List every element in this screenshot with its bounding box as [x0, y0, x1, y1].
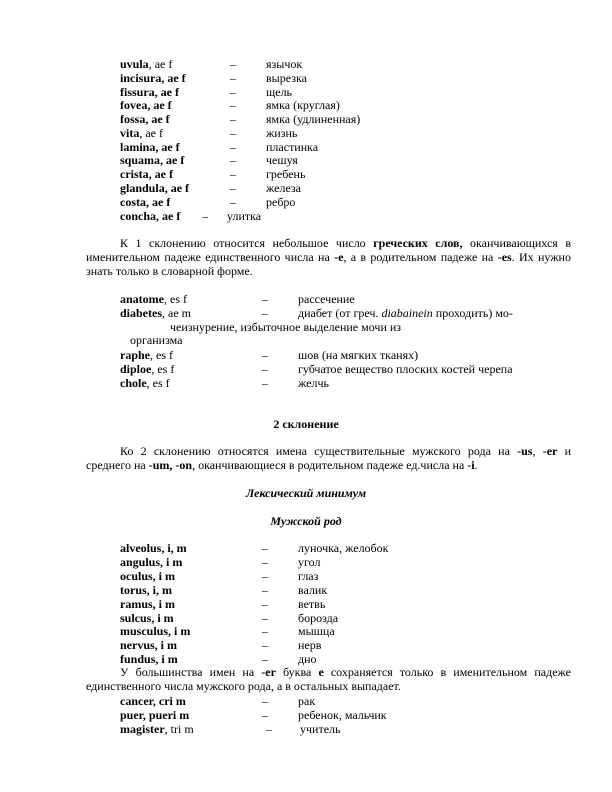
dash: –: [230, 167, 236, 181]
translation: щель: [266, 85, 293, 99]
dash: –: [262, 611, 268, 625]
er-nouns-paragraph: У большинства имен на -er буква e сохраняется только в именительном падеже единственного числа мужского рода, а в остальных выпадает.: [86, 665, 572, 693]
dash: –: [230, 112, 236, 126]
translation: шов (на мягких тканях): [298, 348, 419, 362]
dash: –: [262, 348, 268, 362]
latin-term: diabetes, ae m: [120, 306, 191, 320]
latin-term: costa, ae f: [120, 195, 171, 209]
translation: луночка, желобок: [298, 541, 389, 555]
dash: –: [262, 569, 268, 583]
dash: –: [262, 694, 268, 708]
translation: губчатое вещество плоских костей черепа: [298, 362, 513, 376]
latin-term: torus, i, m: [120, 583, 172, 597]
latin-term: sulcus, i m: [120, 611, 174, 625]
dash: –: [230, 85, 236, 99]
latin-term: crista, ae f: [120, 167, 173, 181]
dash: –: [230, 98, 236, 112]
dash: –: [262, 638, 268, 652]
translation: валик: [298, 583, 328, 597]
translation-continuation: чеизнурение, избыточное выделение мочи из: [170, 320, 402, 334]
translation: ребро: [266, 195, 296, 209]
masculine-gender-subtitle: Мужской род: [270, 514, 342, 528]
dash: –: [262, 306, 268, 320]
translation: ветвь: [298, 597, 326, 611]
latin-term: uvula, ae f: [120, 57, 173, 71]
translation: язычок: [266, 57, 303, 71]
translation: рак: [298, 694, 316, 708]
latin-term: magister, tri m: [120, 722, 194, 736]
translation: жизнь: [266, 126, 298, 140]
translation: ямка (круглая): [266, 98, 340, 112]
greek-words-paragraph: К 1 склонению относится небольшое число греческих слов, оканчивающихся в именительном падеже единственного числа на -e, а в родительном падеже на -es. Их нужно знать только в словарной форме.: [86, 236, 571, 278]
latin-term: incisura, ae f: [120, 71, 186, 85]
translation: ребенок, мальчик: [298, 708, 387, 722]
lexical-minimum-subtitle: Лексический минимум: [245, 486, 367, 500]
dash: –: [262, 362, 268, 376]
dash: –: [230, 126, 236, 140]
latin-term: fundus, i m: [120, 652, 178, 666]
dash: –: [230, 57, 236, 71]
latin-term: chole, es f: [120, 376, 170, 390]
dash: –: [230, 140, 236, 154]
translation: глаз: [298, 569, 319, 583]
latin-term: puer, pueri m: [120, 708, 190, 722]
latin-term: concha, ae f: [120, 209, 181, 223]
dash: –: [262, 541, 268, 555]
latin-term: squama, ae f: [120, 153, 185, 167]
dash: –: [262, 376, 268, 390]
latin-term: fossa, ae f: [120, 112, 170, 126]
latin-term: anatome, es f: [120, 292, 187, 306]
second-declension-paragraph: Ко 2 склонению относятся имена существительные мужского рода на -us, -er и среднего на -um, -on, оканчивающиеся в родительном падеже ед.числа на -i.: [86, 444, 572, 472]
dash: –: [262, 708, 268, 722]
latin-term: raphe, es f: [120, 348, 173, 362]
translation: пластинка: [266, 140, 319, 154]
latin-term: fissura, ae f: [120, 85, 179, 99]
dash: –: [230, 181, 236, 195]
latin-term: fovea, ae f: [120, 98, 172, 112]
translation: чешуя: [266, 153, 298, 167]
dash: –: [230, 71, 236, 85]
dash: –: [262, 597, 268, 611]
translation: вырезка: [266, 71, 307, 85]
latin-term: oculus, i m: [120, 569, 176, 583]
dash: –: [230, 153, 236, 167]
translation: борозда: [298, 611, 339, 625]
latin-term: vita, ae f: [120, 126, 163, 140]
dash: –: [262, 292, 268, 306]
dash: –: [262, 583, 268, 597]
dash: –: [262, 624, 268, 638]
translation: дно: [298, 652, 317, 666]
translation: желчь: [298, 376, 329, 390]
translation: рассечение: [298, 292, 355, 306]
dash: –: [266, 722, 272, 736]
dash: –: [202, 209, 208, 223]
section-title: 2 склонение: [273, 417, 339, 431]
dash: –: [230, 195, 236, 209]
translation: угол: [298, 555, 321, 569]
dash: –: [262, 555, 268, 569]
latin-term: nervus, i m: [120, 638, 177, 652]
latin-term: lamina, ae f: [120, 140, 180, 154]
translation: мышца: [298, 624, 335, 638]
latin-term: angulus, i m: [120, 555, 183, 569]
latin-term: diploе, es f: [120, 362, 175, 376]
latin-term: ramus, i m: [120, 597, 175, 611]
translation-continuation: организма: [130, 333, 183, 347]
translation: учитель: [300, 722, 341, 736]
translation: железа: [266, 181, 301, 195]
translation: улитка: [227, 209, 262, 223]
latin-term: glandula, ae f: [120, 181, 190, 195]
latin-term: musculus, i m: [120, 624, 191, 638]
translation: ямка (удлиненная): [266, 112, 361, 126]
translation: нерв: [298, 638, 322, 652]
translation: диабет (от греч. diabainein проходить) мо-: [298, 306, 513, 320]
dash: –: [262, 652, 268, 666]
latin-term: alveolus, i, m: [120, 541, 187, 555]
latin-term: cancer, cri m: [120, 694, 186, 708]
translation: гребень: [266, 167, 306, 181]
